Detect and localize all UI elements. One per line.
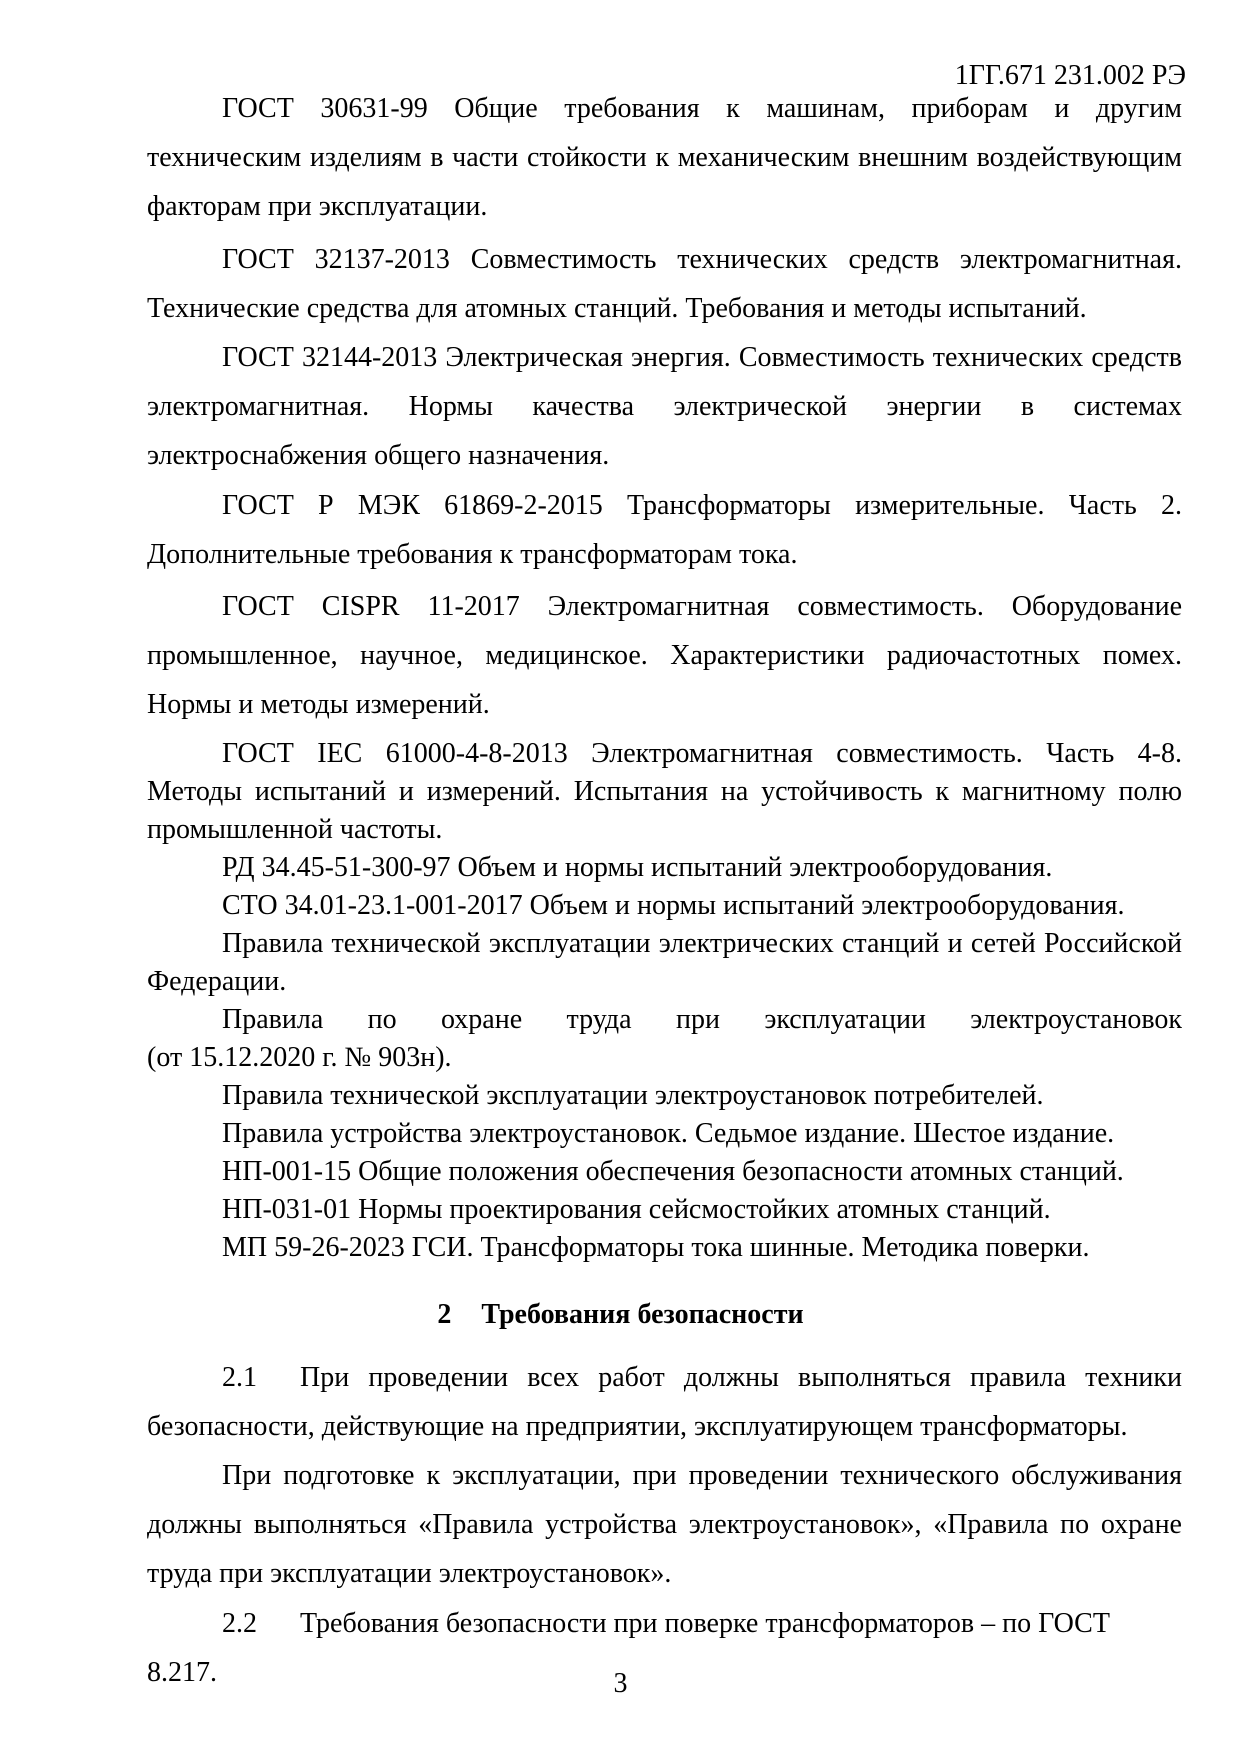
reference-item: НП-001-15 Общие положения обеспечения безопасности атомных станций. [222, 1156, 1124, 1187]
reference-item-continuation: (от 15.12.2020 г. № 903н). [147, 1042, 452, 1073]
paragraph-2-1-continuation: При подготовке к эксплуатации, при проведении технического обслуживания должны выполняться «Правила устройства электроустановок», «Правила по охране труда при эксплуатации электроустановок». [147, 1460, 1182, 1589]
paragraph-text: Требования безопасности при поверке трансформаторов – по ГОСТ 8.217. [147, 1608, 1110, 1688]
reference-item: ГОСТ 30631-99 Общие требования к машинам, приборам и другим техническим изделиям в части стойкости к механическим внешним воздействующим факторам при эксплуатации. [147, 93, 1182, 222]
section-number: 2 [437, 1299, 452, 1330]
section-title: Требования безопасности [481, 1299, 804, 1330]
document-code: 1ГГ.671 231.002 РЭ [954, 60, 1186, 91]
reference-item: ГОСТ 32137-2013 Совместимость технических средств электромагнитная. Технические средства для атомных станций. Требования и методы испытаний. [147, 244, 1182, 324]
reference-item: МП 59-26-2023 ГСИ. Трансформаторы тока шинные. Методика поверки. [222, 1232, 1090, 1263]
reference-item: Правила технической эксплуатации электрических станций и сетей Российской Федерации. [147, 928, 1182, 997]
reference-item: ГОСТ Р МЭК 61869-2-2015 Трансформаторы измерительные. Часть 2. Дополнительные требования к трансформаторам тока. [147, 490, 1182, 570]
paragraph-number: 2.1 [222, 1362, 257, 1393]
reference-item: ГОСТ IEC 61000-4-8-2013 Электромагнитная совместимость. Часть 4-8. Методы испытаний и измерений. Испытания на устойчивость к магнитному полю промышленной частоты. [147, 738, 1182, 845]
reference-item: ГОСТ 32144-2013 Электрическая энергия. Совместимость технических средств электромагнитная. Нормы качества электрической энергии в системах электроснабжения общего назначения. [147, 342, 1182, 471]
paragraph-number: 2.2 [222, 1608, 257, 1639]
page-number: 3 [613, 1668, 628, 1699]
section-heading [0, 1298, 1241, 1332]
reference-item: РД 34.45-51-300-97 Объем и нормы испытаний электрооборудования. [222, 852, 1053, 883]
paragraph-2-1 [147, 1353, 1182, 1451]
paragraph-text: При проведении всех работ должны выполняться правила техники безопасности, действующие на предприятии, эксплуатирующем трансформаторы. [147, 1362, 1182, 1442]
reference-item: Правила по охране труда при эксплуатации электроустановок [222, 1004, 1182, 1035]
reference-item: ГОСТ CISPR 11-2017 Электромагнитная совместимость. Оборудование промышленное, научное, медицинское. Характеристики радиочастотных помех. Нормы и методы измерений. [147, 591, 1182, 720]
reference-item: СТО 34.01-23.1-001-2017 Объем и нормы испытаний электрооборудования. [222, 890, 1125, 921]
reference-item: НП-031-01 Нормы проектирования сейсмостойких атомных станций. [222, 1194, 1051, 1225]
reference-item: Правила устройства электроустановок. Седьмое издание. Шестое издание. [222, 1118, 1115, 1149]
reference-item: Правила технической эксплуатации электроустановок потребителей. [222, 1080, 1044, 1111]
